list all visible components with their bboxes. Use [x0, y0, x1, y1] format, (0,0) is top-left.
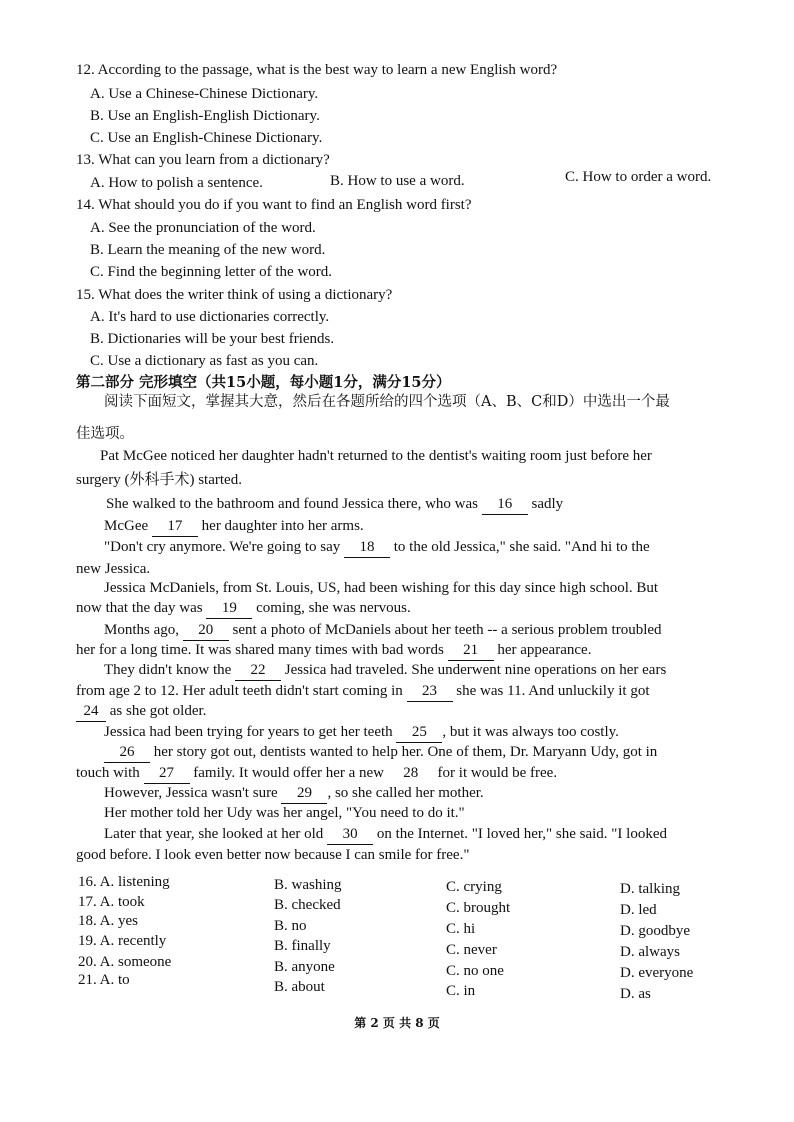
- passage-line: [104, 660, 666, 681]
- passage-line: [76, 640, 591, 661]
- passage-text: her for a long time. It was shared many times with bad words: [76, 642, 444, 658]
- blank-26: 26: [104, 742, 150, 763]
- passage-text: They didn't know the: [104, 662, 232, 678]
- choice-19-d: D. always: [620, 944, 680, 960]
- choice-18-d: D. goodbye: [620, 923, 690, 939]
- choice-20-d: D. everyone: [620, 965, 694, 981]
- blank-20: 20: [183, 620, 229, 641]
- question-15-option-a: A. It's hard to use dictionaries correctly.: [90, 309, 330, 325]
- choice-20-c: C. no one: [446, 963, 504, 979]
- passage-text: her daughter into her arms.: [201, 518, 364, 534]
- blank-28: 28: [403, 765, 419, 781]
- blank-17: 17: [152, 516, 198, 537]
- passage-text: touch with: [76, 765, 140, 781]
- question-13-option-a: A. How to polish a sentence.: [90, 175, 263, 191]
- passage-text: as she got older.: [109, 703, 207, 719]
- passage-text: from age 2 to 12. Her adult teeth didn't start coming in: [76, 683, 403, 699]
- question-14-stem: 14. What should you do if you want to find an English word first?: [76, 197, 472, 213]
- choice-16-c: C. crying: [446, 879, 502, 895]
- passage-text: Later that year, she looked at her old: [104, 826, 324, 842]
- passage-line: [76, 701, 206, 722]
- question-13-option-b: B. How to use a word.: [330, 173, 465, 189]
- passage-text: , but it was always too costly.: [442, 724, 619, 740]
- passage-line: [76, 681, 649, 702]
- passage-text: McGee: [104, 518, 149, 534]
- passage-line: new Jessica.: [76, 561, 151, 577]
- choice-20-b: B. anyone: [274, 959, 335, 975]
- passage-line: [104, 742, 657, 763]
- passage-text: "Don't cry anymore. We're going to say: [104, 539, 341, 555]
- question-15-option-c: C. Use a dictionary as fast as you can.: [90, 353, 319, 369]
- passage-line: [106, 494, 563, 515]
- section-instruction-line1: 阅读下面短文，掌握其大意，然后在各题所给的四个选项（A、B、C和D）中选出一个最: [104, 394, 670, 410]
- choice-21-a: 21. A. to: [78, 972, 130, 988]
- passage-line: [104, 620, 662, 641]
- choice-17-c: C. brought: [446, 900, 511, 916]
- blank-24: 24: [76, 701, 106, 722]
- passage-line: surgery (外科手术) started.: [76, 472, 242, 488]
- choice-16-d: D. talking: [620, 881, 680, 897]
- choice-18-c: C. hi: [446, 921, 476, 937]
- passage-line: [104, 722, 619, 743]
- choice-18-b: B. no: [274, 918, 307, 934]
- passage-text: She walked to the bathroom and found Jessica there, who was: [106, 496, 478, 512]
- passage-line: [104, 824, 667, 845]
- question-14-option-b: B. Learn the meaning of the new word.: [90, 242, 326, 258]
- page-footer: 第 2 页 共 8 页: [354, 1016, 440, 1030]
- blank-16: 16: [482, 494, 528, 515]
- blank-23: 23: [407, 681, 453, 702]
- choice-21-b: B. about: [274, 979, 325, 995]
- choice-16-a: 16. A. listening: [78, 874, 170, 890]
- passage-text: on the Internet. "I loved her," she said. "I looked: [376, 826, 667, 842]
- choice-18-a: 18. A. yes: [78, 913, 138, 929]
- passage-line: Pat McGee noticed her daughter hadn't returned to the dentist's waiting room just before her: [100, 448, 652, 464]
- passage-text: sadly: [531, 496, 564, 512]
- choice-20-a: 20. A. someone: [78, 954, 172, 970]
- passage-line: good before. I look even better now because I can smile for free.": [76, 847, 470, 863]
- choice-19-a: 19. A. recently: [78, 933, 167, 949]
- choice-17-d: D. led: [620, 902, 657, 918]
- passage-text: for it would be free.: [437, 765, 558, 781]
- passage-text: , so she called her mother.: [327, 785, 484, 801]
- question-15-option-b: B. Dictionaries will be your best friends.: [90, 331, 335, 347]
- passage-text: her story got out, dentists wanted to help her. One of them, Dr. Maryann Udy, got in: [153, 744, 658, 760]
- passage-text: now that the day was: [76, 600, 203, 616]
- choice-19-b: B. finally: [274, 938, 331, 954]
- passage-text: Jessica had been trying for years to get her teeth: [104, 724, 393, 740]
- passage-text: she was 11. And unluckily it got: [456, 683, 650, 699]
- question-12-option-c: C. Use an English-Chinese Dictionary.: [90, 130, 323, 146]
- passage-text: sent a photo of McDaniels about her teeth -- a serious problem troubled: [232, 622, 662, 638]
- blank-27: 27: [144, 763, 190, 784]
- question-13-option-c: C. How to order a word.: [565, 169, 712, 185]
- passage-line: Her mother told her Udy was her angel, "You need to do it.": [104, 805, 465, 821]
- passage-text: Months ago,: [104, 622, 179, 638]
- passage-line: [104, 537, 650, 558]
- choice-17-b: B. checked: [274, 897, 341, 913]
- section-instruction-line2: 佳选项。: [76, 426, 134, 442]
- question-14-option-c: C. Find the beginning letter of the word.: [90, 264, 333, 280]
- passage-text: Jessica had traveled. She underwent nine operations on her ears: [284, 662, 667, 678]
- passage-text: to the old Jessica," she said. "And hi to the: [393, 539, 650, 555]
- passage-text: her appearance.: [497, 642, 592, 658]
- question-14-option-a: A. See the pronunciation of the word.: [90, 220, 316, 236]
- blank-18: 18: [344, 537, 390, 558]
- section-title: 第二部分 完形填空（共15小题，每小题1分，满分15分）: [76, 374, 451, 391]
- choice-16-b: B. washing: [274, 877, 342, 893]
- question-12-stem: 12. According to the passage, what is the best way to learn a new English word?: [76, 62, 558, 78]
- passage-text: coming, she was nervous.: [256, 600, 411, 616]
- question-13-stem: 13. What can you learn from a dictionary?: [76, 152, 330, 168]
- blank-25: 25: [396, 722, 442, 743]
- passage-text: family. It would offer her a new: [193, 765, 385, 781]
- passage-line: [76, 763, 557, 784]
- choice-19-c: C. never: [446, 942, 497, 958]
- choice-17-a: 17. A. took: [78, 894, 145, 910]
- blank-19: 19: [206, 598, 252, 619]
- blank-21: 21: [448, 640, 494, 661]
- blank-22: 22: [235, 660, 281, 681]
- question-15-stem: 15. What does the writer think of using a dictionary?: [76, 287, 393, 303]
- blank-29: 29: [281, 783, 327, 804]
- passage-line: [76, 598, 411, 619]
- passage-text: However, Jessica wasn't sure: [104, 785, 278, 801]
- blank-30: 30: [327, 824, 373, 845]
- choice-21-d: D. as: [620, 986, 651, 1002]
- question-12-option-a: A. Use a Chinese-Chinese Dictionary.: [90, 86, 319, 102]
- passage-line: Jessica McDaniels, from St. Louis, US, had been wishing for this day since high school. But: [104, 580, 659, 596]
- passage-line: [104, 783, 484, 804]
- choice-21-c: C. in: [446, 983, 476, 999]
- question-12-option-b: B. Use an English-English Dictionary.: [90, 108, 320, 124]
- passage-line: [104, 516, 364, 537]
